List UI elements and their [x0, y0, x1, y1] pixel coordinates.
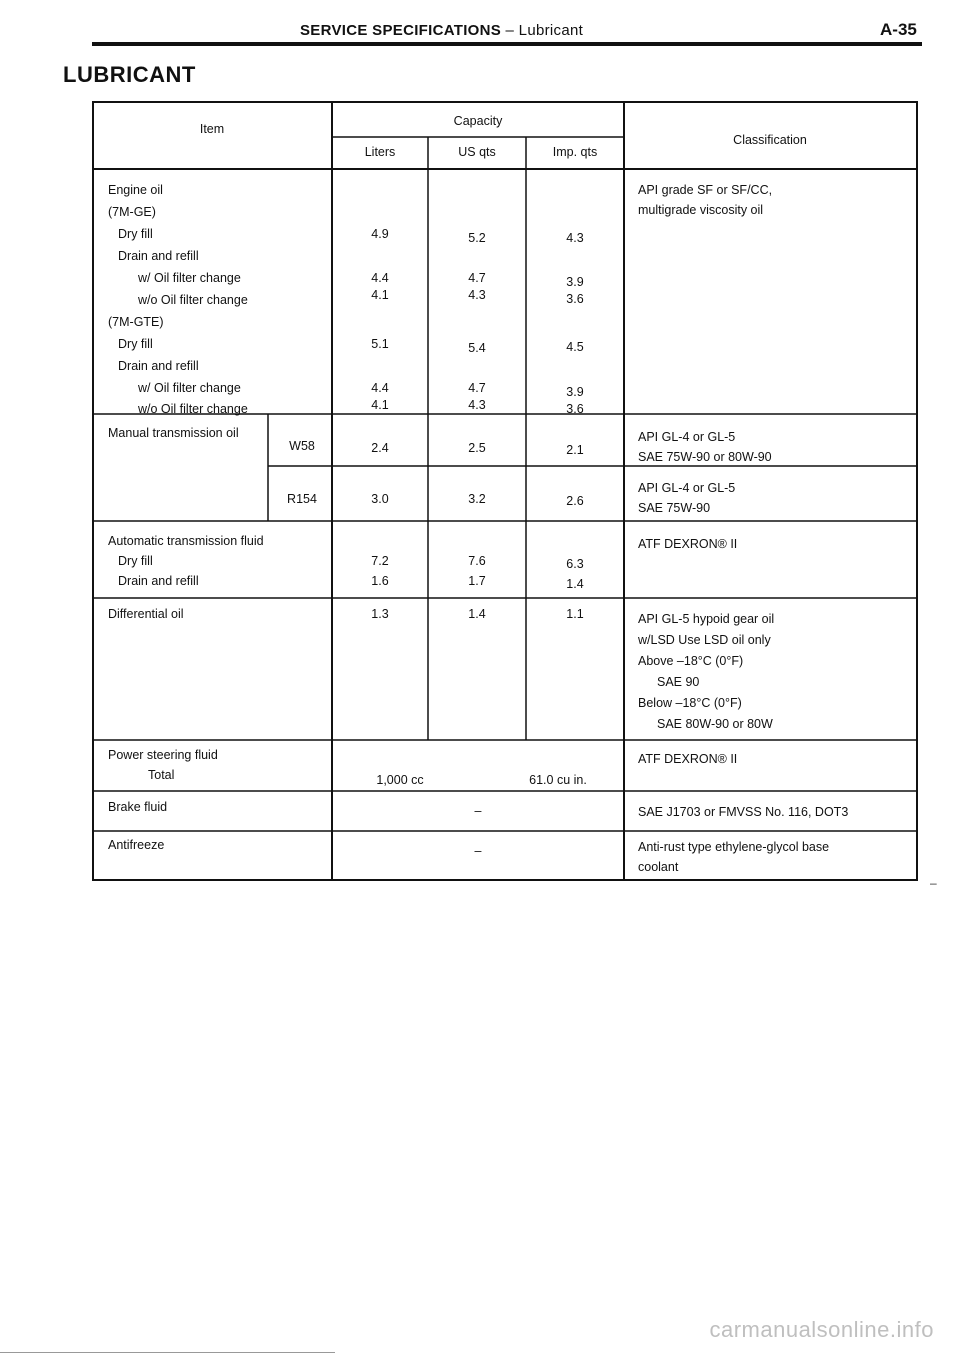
differential-classification: SAE 90 [657, 675, 700, 689]
atf-classification: ATF DEXRON® II [638, 537, 738, 551]
engine-liters: 4.1 [371, 398, 389, 412]
engine-label: Drain and refill [118, 359, 199, 373]
engine-classification: multigrade viscosity oil [638, 203, 764, 217]
section-title: LUBRICANT [63, 62, 196, 87]
table-grid-lines [92, 101, 918, 881]
r154-us-qts: 3.2 [468, 492, 486, 506]
engine-label: w/ Oil filter change [138, 271, 241, 285]
r154-classification: SAE 75W-90 [638, 501, 711, 515]
differential-us-qts: 1.4 [468, 607, 486, 621]
r154-liters: 3.0 [371, 492, 389, 506]
antifreeze-label: Antifreeze [108, 838, 165, 852]
antifreeze-classification: coolant [638, 860, 679, 874]
engine-liters: 4.4 [371, 271, 389, 285]
antifreeze-capacity: – [474, 844, 482, 858]
atf-us-qts: 7.6 [468, 554, 486, 568]
differential-classification: w/LSD Use LSD oil only [638, 633, 771, 647]
w58-us-qts: 2.5 [468, 441, 486, 455]
brake-fluid-capacity: – [474, 804, 482, 818]
header-divider [92, 42, 922, 46]
atf-label: Automatic transmission fluid [108, 534, 264, 548]
engine-label: w/o Oil filter change [138, 402, 248, 416]
power-steering-cu-in: 61.0 cu in. [529, 773, 587, 787]
atf-liters: 7.2 [371, 554, 389, 568]
watermark-link[interactable]: carmanualsonline.info [709, 1317, 934, 1342]
engine-us-qts: 4.7 [468, 381, 486, 395]
differential-liters: 1.3 [371, 607, 389, 621]
engine-us-qts: 5.2 [468, 231, 486, 245]
w58-imp-qts: 2.1 [566, 443, 584, 457]
engine-imp-qts: 3.9 [566, 385, 584, 399]
page-header-title [300, 22, 583, 39]
header-imp-qts: Imp. qts [552, 145, 598, 159]
engine-imp-qts: 4.3 [566, 231, 584, 245]
header-liters: Liters [364, 145, 396, 159]
manual-code-w58: W58 [289, 439, 315, 453]
engine-label: w/ Oil filter change [138, 381, 241, 395]
lubricant-spec-table [92, 101, 918, 881]
differential-label: Differential oil [108, 607, 184, 621]
power-steering-classification: ATF DEXRON® II [638, 752, 738, 766]
r154-classification: API GL-4 or GL-5 [638, 481, 736, 495]
engine-us-qts: 4.7 [468, 271, 486, 285]
engine-imp-qts: 3.6 [566, 292, 584, 306]
differential-imp-qts: 1.1 [566, 607, 584, 621]
header-item: Item [199, 122, 225, 136]
differential-classification: SAE 80W-90 or 80W [657, 717, 773, 731]
engine-label: Drain and refill [118, 249, 199, 263]
header-us-qts: US qts [458, 145, 496, 159]
engine-label: Engine oil [108, 183, 163, 197]
engine-imp-qts: 4.5 [566, 340, 584, 354]
manual-code-r154: R154 [287, 492, 317, 506]
engine-label: Dry fill [118, 337, 153, 351]
antifreeze-classification: Anti-rust type ethylene-glycol base [638, 840, 830, 854]
power-steering-cc: 1,000 cc [376, 773, 424, 787]
engine-label: (7M-GTE) [108, 315, 164, 329]
header-separator: – [501, 22, 519, 39]
atf-label: Drain and refill [118, 574, 199, 588]
engine-label: w/o Oil filter change [138, 293, 248, 307]
engine-us-qts: 4.3 [468, 398, 486, 412]
engine-us-qts: 5.4 [468, 341, 486, 355]
footer-rule [0, 1352, 335, 1353]
r154-imp-qts: 2.6 [566, 494, 584, 508]
header-capacity: Capacity [453, 114, 503, 128]
engine-classification: API grade SF or SF/CC, [638, 183, 773, 197]
engine-label: (7M-GE) [108, 205, 156, 219]
engine-liters: 4.1 [371, 288, 389, 302]
page-number: A-35 [880, 20, 917, 39]
w58-classification: API GL-4 or GL-5 [638, 430, 736, 444]
manual-trans-label: Manual transmission oil [108, 426, 239, 440]
differential-classification: Above –18°C (0°F) [638, 654, 744, 668]
power-steering-label: Power steering fluid [108, 748, 218, 762]
header-title-text: SERVICE SPECIFICATIONS [300, 22, 502, 39]
atf-imp-qts: 1.4 [566, 577, 584, 591]
differential-classification: Below –18°C (0°F) [638, 696, 742, 710]
engine-imp-qts: 3.9 [566, 275, 584, 289]
edge-tick-mark: – [930, 876, 937, 890]
atf-us-qts: 1.7 [468, 574, 486, 588]
atf-imp-qts: 6.3 [566, 557, 584, 571]
engine-us-qts: 4.3 [468, 288, 486, 302]
engine-liters: 5.1 [371, 337, 389, 351]
engine-liters: 4.9 [371, 227, 389, 241]
w58-classification: SAE 75W-90 or 80W-90 [638, 450, 772, 464]
differential-classification: API GL-5 hypoid gear oil [638, 612, 775, 626]
brake-fluid-classification: SAE J1703 or FMVSS No. 116, DOT3 [638, 805, 849, 819]
atf-label: Dry fill [118, 554, 153, 568]
w58-liters: 2.4 [371, 441, 389, 455]
engine-imp-qts: 3.6 [566, 402, 584, 416]
atf-liters: 1.6 [371, 574, 389, 588]
header-subtitle: Lubricant [518, 22, 584, 39]
engine-liters: 4.4 [371, 381, 389, 395]
power-steering-label: Total [148, 768, 175, 782]
brake-fluid-label: Brake fluid [108, 800, 168, 814]
header-classification: Classification [733, 133, 807, 147]
engine-label: Dry fill [118, 227, 153, 241]
